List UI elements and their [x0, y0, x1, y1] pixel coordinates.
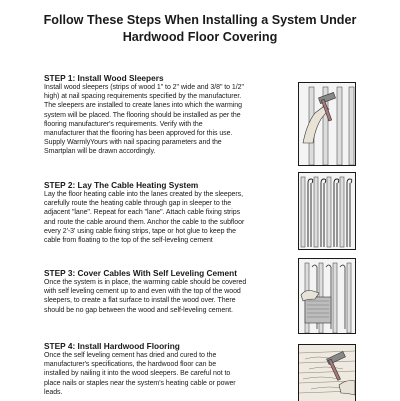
- step-3-line: with self leveling cement up to and even with the top of the wood: [44, 288, 241, 296]
- step-2-body: [44, 190, 286, 245]
- step-3-line: sleepers, to create a flat surface to install the wood over. There: [44, 297, 236, 305]
- page-title-line-2: Hardwood Floor Covering: [122, 30, 278, 44]
- step-1-line: system will be placed. The flooring should be installed as per the: [44, 111, 241, 119]
- step-1-line: high) at nail spacing requirements specified by the manufacturer.: [44, 93, 242, 101]
- step-2-line: Lay the floor heating cable into the lanes created by the sleepers,: [44, 191, 244, 198]
- step-2-line: every 2'-3' using cable fixing strips, tape or hot glue to keep the: [44, 227, 236, 235]
- step-3-line: Once the system is in place, the warming cable should be covered: [44, 279, 247, 286]
- step-3-line: should be no gap between the wood and self-leveling cement.: [44, 306, 233, 314]
- step-4-line: place nails or staples near the system's heating cable or power: [44, 379, 236, 387]
- step-1: [44, 73, 286, 157]
- step-4-line: leads.: [44, 388, 63, 396]
- trowel-cement-illustration: [298, 258, 356, 334]
- step-4-line: Once the self leveling cement has dried and cured to the: [44, 352, 217, 359]
- step-4-line: manufacturer's specifications, the hardwood floor can be: [44, 361, 217, 369]
- step-4-heading: STEP 4: Install Hardwood Flooring: [44, 341, 180, 351]
- step-4: [44, 341, 286, 397]
- step-2-heading: STEP 2: Lay The Cable Heating System: [44, 180, 199, 190]
- step-3: [44, 268, 286, 315]
- step-1-heading: STEP 1: Install Wood Sleepers: [44, 73, 164, 83]
- step-1-line: Smartplan will be drawn accordingly.: [44, 148, 156, 156]
- step-2-line: cable from floating to the top of the self-leveling cement: [44, 237, 213, 245]
- hammer-hardwood-flooring-illustration: [298, 344, 356, 401]
- step-4-line: installed by nailing it into the wood sleepers. Be careful not to: [44, 370, 231, 378]
- step-1-line: The sleepers are installed to create lanes into which the warming: [44, 102, 242, 110]
- step-3-heading: STEP 3: Cover Cables With Self Leveling Cement: [44, 268, 237, 278]
- step-1-line: flooring manufacturer's requirements. Verify with the: [44, 120, 203, 128]
- step-1-line: Install wood sleepers (strips of wood 1" to 2" wide and 3/8" to 1/2": [44, 84, 244, 91]
- step-2-line: and route the cable around them. Anchor the cable to the subfloor: [44, 218, 245, 226]
- step-2-line: adjacent "lane". Repeat for each "lane". Attach cable fixing strips: [44, 209, 241, 217]
- step-2: [44, 180, 286, 245]
- step-3-body: [44, 278, 286, 315]
- step-2-line: carefully route the heating cable through gap in sleeper to the: [44, 200, 232, 208]
- page-title-line-1: Follow These Steps When Installing a System Under: [43, 13, 357, 27]
- hammer-nailing-sleepers-illustration: [298, 82, 356, 166]
- step-1-line: Supply WarmlyYours with nail spacing parameters and the: [44, 139, 222, 147]
- step-1-body: [44, 83, 286, 157]
- step-1-line: manufacturer that the flooring has been approved for this use.: [44, 130, 233, 138]
- heating-cable-lanes-illustration: [298, 172, 356, 250]
- step-4-body: [44, 351, 286, 397]
- page-title: [20, 12, 380, 46]
